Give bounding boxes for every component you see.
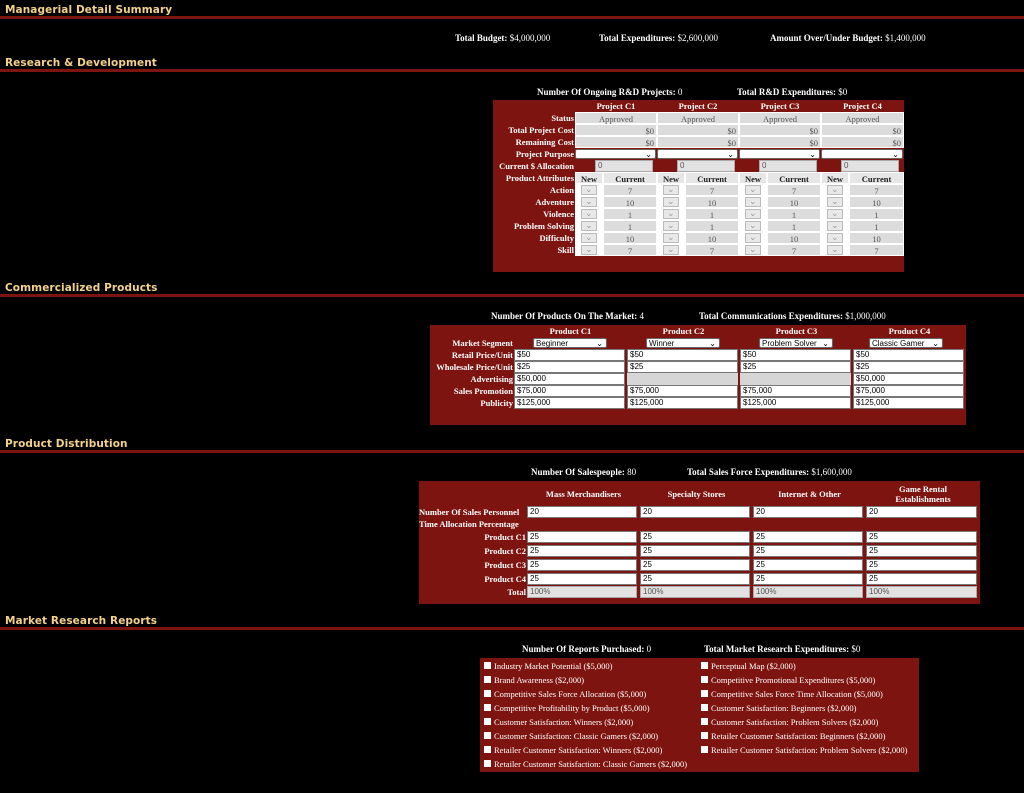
value-input[interactable]: $75,000 [740,385,851,397]
time-allocation-input[interactable]: 25 [753,559,863,571]
report-label: Customer Satisfaction: Winners ($2,000) [494,717,634,727]
row-label-total: Total [507,587,526,597]
attribute-new-select[interactable] [745,245,761,255]
time-allocation-input[interactable]: 25 [753,545,863,557]
total-project-cost: $0 [657,124,739,136]
time-allocation-input[interactable]: 25 [640,573,750,585]
market-segment-select[interactable] [869,338,943,348]
attribute-new-select[interactable] [745,233,761,243]
time-allocation-input[interactable]: 25 [640,545,750,557]
attribute-new-select[interactable] [827,209,843,219]
report-option[interactable] [701,729,907,743]
report-checkbox[interactable] [701,718,708,725]
time-allocation-input[interactable]: 25 [866,531,977,543]
attribute-current-value: 1 [767,208,821,220]
market-segment-value: Beginner [536,339,569,348]
disabled-input [740,373,851,385]
product-col-header: Product C4 [888,326,931,336]
chevron-down-icon: ⌄ [932,339,939,348]
section-title-commercial: Commercialized Products [5,282,158,294]
new-header: New [739,172,767,184]
attribute-current-value: 7 [603,184,657,196]
channel-header: Game Rental Establishments [895,483,951,504]
row-label-attributes: Product Attributes [505,173,574,183]
row-label-time-allocation: Time Allocation Percentage [419,519,519,529]
total-budget: Total Budget: $4,000,000 [455,33,551,43]
row-label-allocation: Current $ Allocation [499,161,574,171]
attribute-current-value: 1 [767,220,821,232]
product-label: Product C4 [484,574,526,584]
time-allocation-input[interactable]: 25 [866,573,977,585]
project-purpose-select[interactable] [739,149,820,159]
product-label: Product C3 [484,560,526,570]
time-allocation-input[interactable]: 25 [753,531,863,543]
attribute-label: Adventure [535,197,574,207]
attribute-current-value: 10 [767,232,821,244]
channel-header: Specialty Stores [667,488,726,499]
attribute-new-select[interactable] [663,197,679,207]
row-label-personnel: Number Of Sales Personnel [419,507,520,517]
report-checkbox[interactable] [484,704,491,711]
chevron-down-icon: ⌄ [727,150,734,159]
time-allocation-input[interactable]: 25 [527,531,637,543]
report-label: Retailer Customer Satisfaction: Winners ($2,000) [494,745,663,755]
row-label: Wholesale Price/Unit [436,362,513,372]
attribute-new-select[interactable] [827,233,843,243]
time-allocation-input[interactable]: 25 [866,559,977,571]
disabled-input [627,373,738,385]
market-segment-select[interactable] [759,338,833,348]
attribute-new-select[interactable] [663,221,679,231]
total-project-cost: $0 [821,124,904,136]
value-input[interactable]: $125,000 [627,397,738,409]
attribute-new-select[interactable] [827,245,843,255]
project-status: Approved [657,112,739,124]
product-col-header: Product C1 [549,326,592,336]
salespeople-count: Number Of Salespeople: 80 [531,467,637,477]
chevron-down-icon: ⌄ [822,339,829,348]
channel-header: Internet & Other [778,488,841,499]
attribute-new-select[interactable] [745,185,761,195]
report-label: Retailer Customer Satisfaction: Beginners ($2,000) [711,731,886,741]
product-col-header: Product C3 [775,326,818,336]
report-option[interactable] [484,659,687,673]
row-label: Advertising [470,374,513,384]
section-rule [0,294,1024,297]
attribute-new-select[interactable] [581,245,597,255]
total-project-cost: $0 [739,124,821,136]
attribute-current-value: 7 [685,244,739,256]
report-label: Perceptual Map ($2,000) [711,661,796,671]
value-input[interactable]: $25 [740,361,851,373]
report-option[interactable] [484,715,687,729]
attribute-current-value: 7 [603,244,657,256]
attribute-label: Action [549,185,574,195]
current-header: Current [603,172,657,184]
report-checkbox[interactable] [701,704,708,711]
allocation-input[interactable]: 0 [759,160,817,172]
value-input[interactable]: $25 [514,361,625,373]
total-project-cost: $0 [575,124,657,136]
row-label: Publicity [480,398,513,408]
sales-personnel-input[interactable]: 20 [527,506,637,518]
attribute-label: Problem Solving [513,221,574,231]
row-label-purpose: Project Purpose [515,149,574,159]
value-input[interactable]: $25 [627,361,738,373]
attribute-current-value: 1 [685,220,739,232]
products-on-market: Number Of Products On The Market: 4 [491,311,644,321]
attribute-new-select[interactable] [581,233,597,243]
section-rule [0,69,1024,72]
chevron-down-icon: ⌄ [892,150,899,159]
allocation-input[interactable]: 0 [841,160,899,172]
report-label: Competitive Profitability by Product ($5,000) [494,703,650,713]
report-option[interactable] [484,757,687,771]
attribute-current-value: 1 [849,220,904,232]
report-checkbox[interactable] [484,760,491,767]
attribute-new-select[interactable] [663,233,679,243]
project-purpose-select[interactable] [657,149,738,159]
report-option[interactable] [701,659,907,673]
communications-expenditures: Total Communications Expenditures: $1,000,000 [699,311,886,321]
section-rule [0,16,1024,19]
report-label: Customer Satisfaction: Beginners ($2,000) [711,703,857,713]
report-option[interactable] [484,673,687,687]
report-option[interactable] [484,743,687,757]
attribute-current-value: 7 [685,184,739,196]
rnd-col-header: Project C4 [843,101,882,111]
sales-personnel-input[interactable]: 20 [640,506,750,518]
project-status: Approved [739,112,821,124]
value-input[interactable]: $125,000 [514,397,625,409]
report-option[interactable] [484,687,687,701]
row-label: Retail Price/Unit [451,350,513,360]
attribute-current-value: 10 [603,232,657,244]
report-checkbox[interactable] [701,676,708,683]
chevron-down-icon: ⌄ [645,150,652,159]
product-col-header: Product C2 [662,326,705,336]
attribute-current-value: 7 [849,244,904,256]
report-option[interactable] [701,715,907,729]
report-checkbox[interactable] [484,662,491,669]
section-title-distribution: Product Distribution [5,438,128,450]
report-label: Competitive Promotional Expenditures ($5,000) [711,675,876,685]
total-percentage: 100% [753,586,863,598]
value-input[interactable]: $50 [853,349,964,361]
report-label: Retailer Customer Satisfaction: Classic Gamers ($2,000) [494,759,688,769]
attribute-new-select[interactable] [745,197,761,207]
value-input[interactable]: $125,000 [853,397,964,409]
report-checkbox[interactable] [484,718,491,725]
attribute-current-value: 1 [603,208,657,220]
market-segment-select[interactable] [646,338,720,348]
attribute-label: Difficulty [539,233,574,243]
attribute-current-value: 10 [767,196,821,208]
row-label-status: Status [551,113,574,123]
attribute-current-value: 10 [849,232,904,244]
row-label-remaining: Remaining Cost [515,137,574,147]
attribute-label: Violence [543,209,574,219]
channel-header: Mass Merchandisers [545,488,622,499]
attribute-current-value: 10 [685,232,739,244]
rnd-col-header: Project C2 [678,101,718,111]
value-input[interactable]: $75,000 [853,385,964,397]
row-label: Market Segment [452,338,513,348]
report-label: Industry Market Potential ($5,000) [494,661,613,671]
report-checkbox[interactable] [701,662,708,669]
total-percentage: 100% [640,586,750,598]
report-checkbox[interactable] [484,732,491,739]
attribute-new-select[interactable] [663,209,679,219]
project-status: Approved [821,112,904,124]
report-checkbox[interactable] [701,690,708,697]
report-label: Brand Awareness ($2,000) [494,675,585,685]
report-label: Customer Satisfaction: Classic Gamers ($2,000) [494,731,659,741]
attribute-current-value: 10 [685,196,739,208]
current-header: Current [849,172,904,184]
report-option[interactable] [484,701,687,715]
time-allocation-input[interactable]: 25 [640,531,750,543]
time-allocation-input[interactable]: 25 [640,559,750,571]
attribute-new-select[interactable] [827,197,843,207]
reports-purchased: Number Of Reports Purchased: 0 [522,644,652,654]
report-option[interactable] [701,673,907,687]
section-title-summary: Managerial Detail Summary [5,4,173,16]
attribute-current-value: 7 [849,184,904,196]
attribute-new-select[interactable] [745,221,761,231]
report-label: Competitive Sales Force Allocation ($5,000) [494,689,647,699]
total-expenditures: Total Expenditures: $2,600,000 [599,33,719,43]
allocation-input[interactable]: 0 [595,160,653,172]
remaining-cost: $0 [821,136,904,148]
section-title-rnd: Research & Development [5,57,157,69]
distribution-table [419,481,980,604]
attribute-new-select[interactable] [827,185,843,195]
project-purpose-select[interactable] [575,149,656,159]
value-input[interactable]: $75,000 [514,385,625,397]
value-input[interactable]: $50 [740,349,851,361]
rnd-projects-count: Number Of Ongoing R&D Projects: 0 [537,87,683,97]
report-checkbox[interactable] [484,690,491,697]
attribute-new-select[interactable] [827,221,843,231]
value-input[interactable]: $75,000 [627,385,738,397]
current-header: Current [685,172,739,184]
product-label: Product C1 [484,532,526,542]
attribute-new-select[interactable] [745,209,761,219]
total-percentage: 100% [527,586,637,598]
market-segment-value: Classic Gamer [872,339,925,348]
rnd-col-header: Project C1 [596,101,636,111]
report-option[interactable] [484,729,687,743]
attribute-new-select[interactable] [581,197,597,207]
rnd-col-header: Project C3 [760,101,800,111]
report-checkbox[interactable] [484,676,491,683]
value-input[interactable]: $25 [853,361,964,373]
market-segment-select[interactable] [533,338,607,348]
report-option[interactable] [701,687,907,701]
report-option[interactable] [701,743,907,757]
current-header: Current [767,172,821,184]
project-purpose-select[interactable] [821,149,903,159]
rnd-expenditures: Total R&D Expenditures: $0 [737,87,848,97]
sales-personnel-input[interactable]: 20 [753,506,863,518]
new-header: New [575,172,603,184]
reports-panel [480,658,919,772]
row-label-total-cost: Total Project Cost [508,125,574,135]
product-label: Product C2 [484,546,526,556]
report-option[interactable] [701,701,907,715]
time-allocation-input[interactable]: 25 [527,573,637,585]
remaining-cost: $0 [739,136,821,148]
attribute-current-value: 7 [767,184,821,196]
value-input[interactable]: $125,000 [740,397,851,409]
value-input[interactable]: $50 [514,349,625,361]
time-allocation-input[interactable]: 25 [753,573,863,585]
attribute-current-value: 10 [603,196,657,208]
row-label: Sales Promotion [453,386,513,396]
value-input[interactable]: $50,000 [514,373,625,385]
time-allocation-input[interactable]: 25 [866,545,977,557]
report-checkbox[interactable] [484,746,491,753]
section-title-market: Market Research Reports [5,615,158,627]
attribute-current-value: 1 [685,208,739,220]
time-allocation-input[interactable]: 25 [527,559,637,571]
report-checkbox[interactable] [701,746,708,753]
project-status: Approved [575,112,657,124]
time-allocation-input[interactable]: 25 [527,545,637,557]
value-input[interactable]: $50 [627,349,738,361]
report-label: Customer Satisfaction: Problem Solvers ($2,000) [711,717,879,727]
chevron-down-icon: ⌄ [709,339,716,348]
commercial-table [430,325,966,425]
value-input[interactable]: $50,000 [853,373,964,385]
over-under-budget: Amount Over/Under Budget: $1,400,000 [770,33,926,43]
attribute-current-value: 1 [603,220,657,232]
report-checkbox[interactable] [701,732,708,739]
new-header: New [821,172,849,184]
remaining-cost: $0 [657,136,739,148]
allocation-input[interactable]: 0 [677,160,735,172]
attribute-label: Skill [557,245,574,255]
market-segment-value: Problem Solver [762,339,817,348]
attribute-new-select[interactable] [581,221,597,231]
market-research-expenditures: Total Market Research Expenditures: $0 [704,644,861,654]
rnd-table [493,100,904,272]
remaining-cost: $0 [575,136,657,148]
attribute-new-select[interactable] [663,245,679,255]
sales-personnel-input[interactable]: 20 [866,506,977,518]
sales-force-expenditures: Total Sales Force Expenditures: $1,600,000 [687,467,852,477]
attribute-current-value: 10 [849,196,904,208]
chevron-down-icon: ⌄ [596,339,603,348]
attribute-current-value: 1 [849,208,904,220]
report-label: Competitive Sales Force Time Allocation ($5,000) [711,689,883,699]
attribute-current-value: 7 [767,244,821,256]
attribute-new-select[interactable] [581,185,597,195]
attribute-new-select[interactable] [663,185,679,195]
total-percentage: 100% [866,586,977,598]
new-header: New [657,172,685,184]
report-label: Retailer Customer Satisfaction: Problem Solvers ($2,000) [711,745,908,755]
attribute-new-select[interactable] [581,209,597,219]
section-rule [0,627,1024,630]
section-rule [0,450,1024,453]
market-segment-value: Winner [649,339,675,348]
chevron-down-icon: ⌄ [809,150,816,159]
